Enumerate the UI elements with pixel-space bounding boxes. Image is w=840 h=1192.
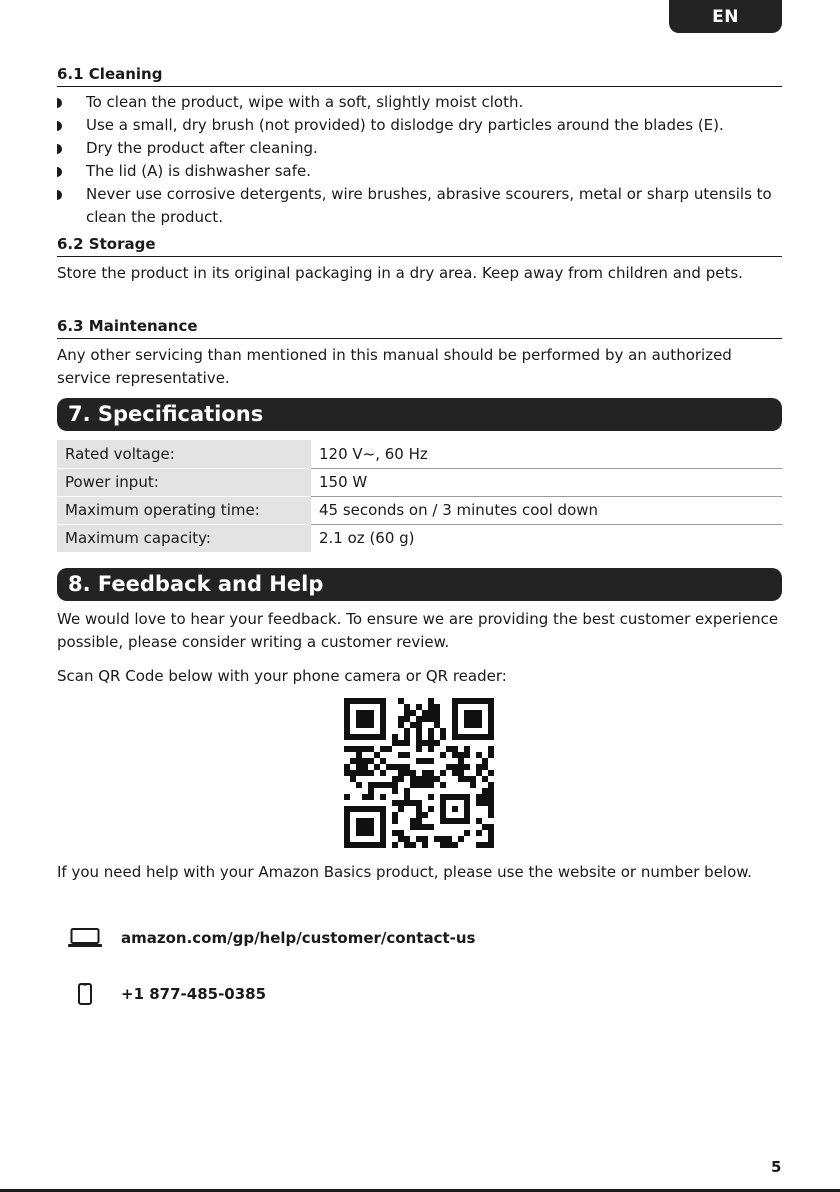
bullet-icon <box>57 144 62 154</box>
spec-value: 45 seconds on / 3 minutes cool down <box>311 496 782 524</box>
feedback-title: 8. Feedback and Help <box>57 568 782 601</box>
help-text: If you need help with your Amazon Basics product, please use the website or number below. <box>57 863 752 881</box>
list-item: To clean the product, wipe with a soft, slightly moist cloth. <box>57 91 782 114</box>
spec-label: Maximum capacity: <box>57 524 311 552</box>
phone-number[interactable]: +1 877-485-0385 <box>121 985 267 1003</box>
website-link[interactable]: amazon.com/gp/help/customer/contact-us <box>121 929 476 947</box>
spec-value: 150 W <box>311 468 782 496</box>
feedback-intro: We would love to hear your feedback. To ensure we are providing the best customer experience possible, please consider writing a customer review. <box>57 610 779 651</box>
spec-value: 2.1 oz (60 g) <box>319 529 415 548</box>
cleaning-heading: 6.1 Cleaning <box>57 64 782 87</box>
table-row <box>57 496 782 524</box>
spec-label: Maximum operating time: <box>57 496 311 524</box>
storage-text: Store the product in its original packaging in a dry area. Keep away from children and pets. <box>57 264 743 282</box>
table-row <box>57 524 782 552</box>
list-item: Dry the product after cleaning. <box>57 137 782 160</box>
spec-value: 120 V~, 60 Hz <box>311 440 782 468</box>
table-row <box>57 468 782 496</box>
page-number: 5 <box>771 1158 782 1176</box>
website-contact[interactable] <box>67 926 475 950</box>
spec-label: Power input: <box>57 468 311 496</box>
table-row <box>57 440 782 468</box>
bullet-icon <box>57 190 62 200</box>
cleaning-list <box>57 91 782 229</box>
list-item: Never use corrosive detergents, wire brushes, abrasive scourers, metal or sharp utensils to clean the product. <box>57 183 782 229</box>
phone-contact[interactable] <box>67 982 266 1006</box>
list-item: Use a small, dry brush (not provided) to dislodge dry particles around the blades (E). <box>57 114 782 137</box>
specifications-title: 7. Specifications <box>57 398 782 431</box>
language-tab: EN <box>669 0 782 33</box>
mobile-phone-icon <box>67 982 103 1006</box>
bullet-icon <box>57 121 62 131</box>
maintenance-heading: 6.3 Maintenance <box>57 316 782 339</box>
specifications-table <box>57 440 782 553</box>
storage-heading: 6.2 Storage <box>57 234 782 257</box>
bullet-icon <box>57 98 62 108</box>
maintenance-text: Any other servicing than mentioned in this manual should be performed by an authorized service representative. <box>57 346 732 387</box>
scan-instructions: Scan QR Code below with your phone camera or QR reader: <box>57 667 507 685</box>
laptop-icon <box>67 926 103 950</box>
bullet-icon <box>57 167 62 177</box>
list-item: The lid (A) is dishwasher safe. <box>57 160 782 183</box>
qr-code[interactable] <box>344 698 494 848</box>
spec-label: Rated voltage: <box>57 440 311 468</box>
